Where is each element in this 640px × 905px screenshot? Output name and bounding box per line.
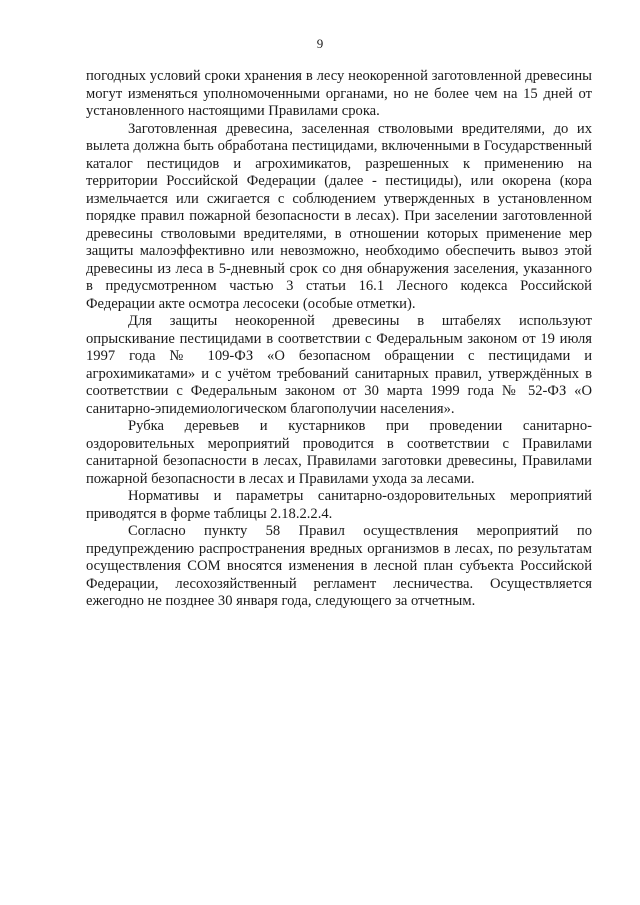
paragraph-norms-table: Нормативы и параметры санитарно-оздоровительных мероприятий приводятся в форме таблицы 2.18.2.2.4. <box>86 488 592 522</box>
paragraph-forest-plan-changes: Согласно пункту 58 Правил осуществления мероприятий по предупреждению распространения вредных организмов в лесах, по результатам осуществления СОМ вносятся изменения в лесной план субъекта Российской Федерации, лесохозяйственный регламент лесничества. Осуществляется ежегодно не позднее 30 января года, следующего за отчетным. <box>86 523 592 609</box>
paragraph-storage-terms: погодных условий сроки хранения в лесу неокоренной заготовленной древесины могут изменяться уполномоченными органами, но не более чем на 15 дней от установленного настоящими Правилами срока. <box>86 68 592 119</box>
paragraph-sanitary-felling: Рубка деревьев и кустарников при проведении санитарно-оздоровительных мероприятий проводится в соответствии с Правилами санитарной безопасности в лесах, Правилами заготовки древесины, Правилами пожарной безопасности в лесах и Правилами ухода за лесами. <box>86 418 592 487</box>
paragraph-stack-spraying: Для защиты неокоренной древесины в штабелях используют опрыскивание пестицидами в соответствии с Федеральным законом от 19 июля 1997 года № 109-ФЗ «О безопасном обращении с пестицидами и агрохимикатами» и с учётом требований санитарных правил, утверждённых в соответствии с Федеральным законом от 30 марта 1999 года № 52-ФЗ «О санитарно-эпидемиологическом благополучии населения». <box>86 313 592 417</box>
document-body <box>86 68 592 611</box>
paragraph-pest-treatment: Заготовленная древесина, заселенная стволовыми вредителями, до их вылета должна быть обработана пестицидами, включенными в Государственный каталог пестицидов и агрохимикатов, разрешенных к применению на территории Российской Федерации (далее - пестициды), или окорена (кора измельчается или сжигается с соблюдением утвержденных в установленном порядке правил пожарной безопасности в лесах). При заселении заготовленной древесины стволовыми вредителями, в отношении которых применение мер защиты малоэффективно или невозможно, необходимо обеспечить вывоз этой древесины из леса в 5-дневный срок со дня обнаружения заселения, указанного в предусмотренном частью 3 статьи 16.1 Лесного кодекса Российской Федерации акте осмотра лесосеки (особые отметки). <box>86 120 592 312</box>
page-number: 9 <box>316 36 324 51</box>
